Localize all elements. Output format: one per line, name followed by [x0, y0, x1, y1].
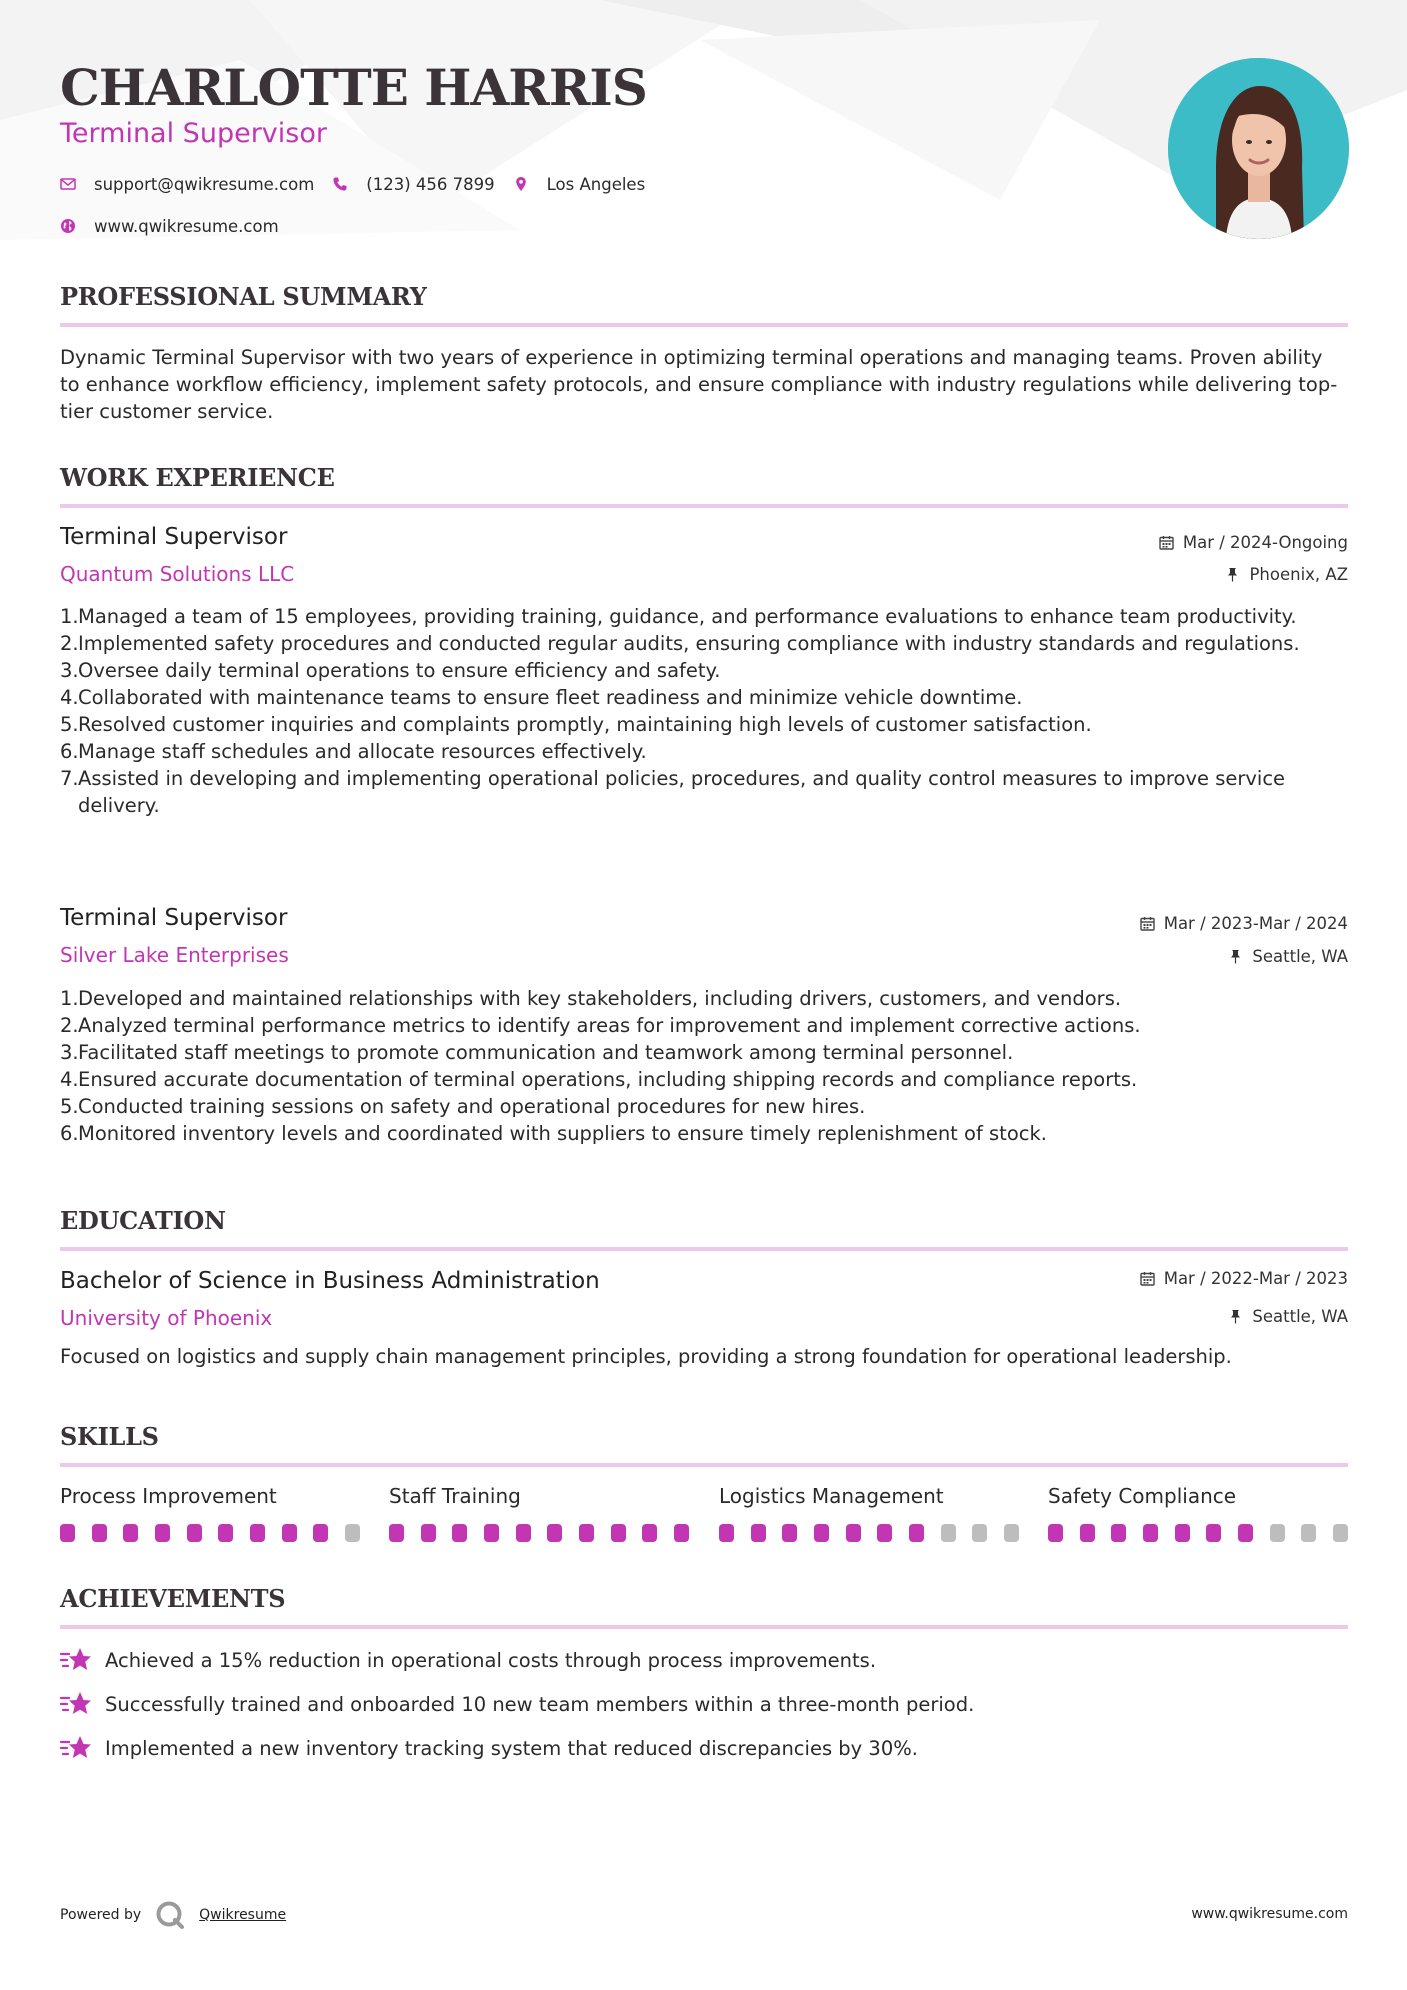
phone-item[interactable] [332, 175, 494, 194]
list-item: 6. Monitored inventory levels and coordinated with suppliers to ensure timely replenishment of stock. [60, 1122, 1047, 1145]
skill-dot-filled [218, 1524, 233, 1542]
envelope-icon [60, 176, 76, 192]
skill-dot-filled [751, 1524, 766, 1542]
skill-dot-filled [547, 1524, 562, 1542]
portrait-illustration [1168, 58, 1349, 239]
job-location [1228, 947, 1348, 966]
skill-item [60, 1484, 360, 1542]
pushpin-icon [1225, 567, 1240, 582]
location-item [513, 175, 646, 194]
skill-dot-filled [611, 1524, 626, 1542]
skill-rating [389, 1524, 689, 1542]
location-text: Los Angeles [546, 174, 646, 194]
list-item: 1. Managed a team of 15 employees, providing training, guidance, and performance evaluations to enhance team productivity. [60, 605, 1297, 628]
achievement-item [60, 1690, 974, 1718]
education-location [1228, 1307, 1348, 1326]
skill-dot-filled [782, 1524, 797, 1542]
list-item: 2. Implemented safety procedures and conducted regular audits, ensuring compliance with industry standards and regulations. [60, 632, 1300, 655]
skill-rating [60, 1524, 360, 1542]
job-dates [1159, 533, 1348, 552]
achievement-item [60, 1646, 876, 1674]
website-item[interactable] [60, 217, 279, 236]
job-bullets [60, 985, 1348, 1147]
achievements-heading: ACHIEVEMENTS [60, 1584, 1348, 1629]
calendar-icon [1140, 1271, 1155, 1286]
skill-dot-filled [1048, 1524, 1063, 1542]
job-dates-text: Mar / 2024-Ongoing [1182, 533, 1348, 552]
skill-dot-filled [282, 1524, 297, 1542]
qwikresume-logo-icon [155, 1900, 185, 1930]
achievement-text: Achieved a 15% reduction in operational costs through process improvements. [105, 1648, 877, 1672]
achievement-item [60, 1734, 918, 1762]
skill-dot-filled [1175, 1524, 1190, 1542]
job-location-text: Phoenix, AZ [1249, 565, 1348, 584]
education-dates [1140, 1269, 1348, 1288]
education-dates-text: Mar / 2022-Mar / 2023 [1163, 1269, 1348, 1288]
list-item: 3. Facilitated staff meetings to promote communication and teamwork among terminal personnel. [60, 1041, 1014, 1064]
pushpin-icon [1228, 1309, 1243, 1324]
list-item: 1. Developed and maintained relationships with key stakeholders, including drivers, customers, and vendors. [60, 987, 1122, 1010]
skill-dot-filled [155, 1524, 170, 1542]
candidate-title: Terminal Supervisor [60, 118, 327, 149]
education-heading: EDUCATION [60, 1206, 1348, 1251]
skill-dot-empty [972, 1524, 987, 1542]
skill-item [719, 1484, 1019, 1542]
phone-icon [332, 176, 348, 192]
list-item: 6. Manage staff schedules and allocate resources effectively. [60, 740, 647, 763]
skill-dot-filled [452, 1524, 467, 1542]
star-award-icon [60, 1690, 92, 1718]
contact-row-secondary [60, 214, 297, 238]
skills-heading: SKILLS [60, 1422, 1348, 1467]
skill-dot-filled [674, 1524, 689, 1542]
skill-rating [1048, 1524, 1348, 1542]
skill-dot-filled [484, 1524, 499, 1542]
pushpin-icon [1228, 949, 1243, 964]
skill-name: Staff Training [389, 1484, 521, 1508]
list-item: 5. Resolved customer inquiries and complaints promptly, maintaining high levels of customer satisfaction. [60, 713, 1092, 736]
skill-name: Safety Compliance [1048, 1484, 1237, 1508]
education-location-text: Seattle, WA [1252, 1307, 1348, 1326]
skill-item [1048, 1484, 1348, 1542]
skill-dot-empty [345, 1524, 360, 1542]
skill-dot-filled [719, 1524, 734, 1542]
job-bullets [60, 603, 1348, 819]
website-text: www.qwikresume.com [94, 216, 279, 236]
achievement-text: Successfully trained and onboarded 10 new team members within a three-month period. [105, 1692, 975, 1716]
skill-dot-empty [1333, 1524, 1348, 1542]
list-item: 3. Oversee daily terminal operations to ensure efficiency and safety. [60, 659, 721, 682]
skill-dot-filled [814, 1524, 829, 1542]
list-item: 4. Ensured accurate documentation of terminal operations, including shipping records and compliance reports. [60, 1068, 1138, 1091]
skill-dot-empty [1270, 1524, 1285, 1542]
job-dates [1140, 914, 1348, 933]
skill-dot-filled [1080, 1524, 1095, 1542]
job-company: Quantum Solutions LLC [60, 562, 295, 586]
footer-branding [60, 1900, 286, 1930]
list-item: 4. Collaborated with maintenance teams to ensure fleet readiness and minimize vehicle downtime. [60, 686, 1023, 709]
skill-dot-empty [1301, 1524, 1316, 1542]
skill-dot-filled [313, 1524, 328, 1542]
skill-dot-filled [642, 1524, 657, 1542]
skill-item [389, 1484, 689, 1542]
email-item[interactable] [60, 175, 314, 194]
achievement-text: Implemented a new inventory tracking system that reduced discrepancies by 30%. [105, 1736, 918, 1760]
star-award-icon [60, 1646, 92, 1674]
list-item: 7. Assisted in developing and implementing operational policies, procedures, and quality control measures to improve service delivery. [60, 767, 1286, 817]
education-description: Focused on logistics and supply chain management principles, providing a strong foundation for operational leadership. [60, 1345, 1232, 1368]
skill-dot-filled [1238, 1524, 1253, 1542]
contact-row-primary [60, 172, 663, 196]
skill-dot-filled [909, 1524, 924, 1542]
skill-dot-filled [877, 1524, 892, 1542]
skill-dot-filled [389, 1524, 404, 1542]
skill-dot-filled [60, 1524, 75, 1542]
footer-website-link[interactable]: www.qwikresume.com [1191, 1906, 1348, 1922]
skill-dot-filled [92, 1524, 107, 1542]
calendar-icon [1140, 916, 1155, 931]
job-dates-text: Mar / 2023-Mar / 2024 [1163, 914, 1348, 933]
skill-dot-empty [941, 1524, 956, 1542]
skill-dot-empty [1004, 1524, 1019, 1542]
email-text: support@qwikresume.com [94, 174, 315, 194]
skill-name: Process Improvement [60, 1484, 277, 1508]
skill-dot-filled [123, 1524, 138, 1542]
job-title: Terminal Supervisor [60, 905, 288, 931]
skill-dot-filled [1143, 1524, 1158, 1542]
list-item: 2. Analyzed terminal performance metrics to identify areas for improvement and implement corrective actions. [60, 1014, 1141, 1037]
calendar-icon [1159, 535, 1174, 550]
qwikresume-link[interactable]: Qwikresume [199, 1907, 287, 1923]
profile-photo [1168, 58, 1349, 239]
skill-rating [719, 1524, 1019, 1542]
globe-icon [60, 218, 76, 234]
skill-dot-filled [846, 1524, 861, 1542]
job-location-text: Seattle, WA [1252, 947, 1348, 966]
powered-by-label: Powered by [60, 1907, 142, 1923]
experience-heading: WORK EXPERIENCE [60, 463, 1348, 508]
degree-title: Bachelor of Science in Business Administration [60, 1268, 600, 1294]
star-award-icon [60, 1734, 92, 1762]
job-location [1225, 565, 1348, 584]
skill-dot-filled [250, 1524, 265, 1542]
job-title: Terminal Supervisor [60, 524, 288, 550]
skill-dot-filled [1206, 1524, 1221, 1542]
skill-dot-filled [579, 1524, 594, 1542]
skill-dot-filled [1111, 1524, 1126, 1542]
skill-dot-filled [421, 1524, 436, 1542]
list-item: 5. Conducted training sessions on safety and operational procedures for new hires. [60, 1095, 866, 1118]
skill-dot-filled [516, 1524, 531, 1542]
summary-text: Dynamic Terminal Supervisor with two years of experience in optimizing terminal operations and managing teams. Proven ability to enhance workflow efficiency, implement safety protocols, and ensure compliance with industry regulations while delivering top-tier customer service. [60, 346, 1338, 423]
skill-dot-filled [187, 1524, 202, 1542]
job-company: Silver Lake Enterprises [60, 943, 289, 967]
school-name: University of Phoenix [60, 1306, 273, 1330]
phone-text: (123) 456 7899 [366, 174, 495, 194]
candidate-name: CHARLOTTE HARRIS [60, 58, 647, 117]
skill-name: Logistics Management [719, 1484, 944, 1508]
map-pin-icon [513, 176, 529, 192]
summary-heading: PROFESSIONAL SUMMARY [60, 282, 1348, 327]
